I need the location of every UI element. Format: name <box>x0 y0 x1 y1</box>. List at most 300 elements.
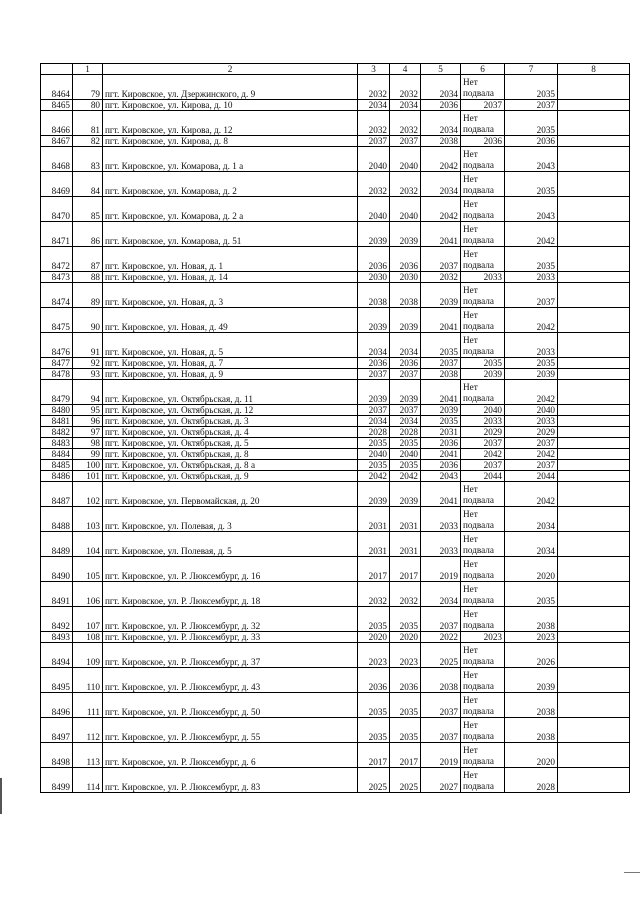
no-basement-label: подвала <box>463 235 494 245</box>
year-cell-5: 2031 <box>421 427 461 438</box>
row-index-cell: 92 <box>73 358 103 369</box>
no-basement-label: Нет <box>463 310 478 320</box>
year-cell-4: 2025 <box>390 768 421 793</box>
no-basement-label: Нет <box>463 382 478 392</box>
col8-cell <box>558 532 630 557</box>
year-cell-4: 2034 <box>390 416 421 427</box>
year-cell-4: 2038 <box>390 283 421 308</box>
year-cell-3: 2035 <box>358 693 390 718</box>
table-row <box>41 557 630 582</box>
year-cell-3: 2017 <box>358 557 390 582</box>
col8-cell <box>558 136 630 147</box>
col8-cell <box>558 308 630 333</box>
header-row <box>41 64 630 75</box>
row-index-cell: 105 <box>73 557 103 582</box>
year-cell-7: 2037 <box>505 100 558 111</box>
year-cell-4: 2039 <box>390 482 421 507</box>
no-basement-label: подвала <box>463 495 494 505</box>
no-basement-label: подвала <box>463 731 494 741</box>
year-cell-7: 2033 <box>505 333 558 358</box>
year-cell-5: 2019 <box>421 557 461 582</box>
year-cell-3: 2034 <box>358 333 390 358</box>
row-id-cell: 8469 <box>41 172 73 197</box>
basement-cell <box>461 111 505 136</box>
row-id-cell: 8478 <box>41 369 73 380</box>
year-cell-4: 2017 <box>390 557 421 582</box>
address-cell: пгт. Кировское, ул. Р. Люксембург, д. 55 <box>103 718 358 743</box>
row-id-cell: 8484 <box>41 449 73 460</box>
row-index-cell: 106 <box>73 582 103 607</box>
no-basement-label: подвала <box>463 210 494 220</box>
no-basement-label: Нет <box>463 645 478 655</box>
basement-cell <box>461 333 505 358</box>
table-row <box>41 718 630 743</box>
year-cell-7: 2038 <box>505 693 558 718</box>
no-basement-label: Нет <box>463 174 478 184</box>
header-cell-7: 7 <box>505 64 558 75</box>
table-row <box>41 380 630 405</box>
basement-cell <box>461 197 505 222</box>
row-index-cell: 109 <box>73 643 103 668</box>
year-cell-3: 2035 <box>358 607 390 632</box>
basement-cell <box>461 582 505 607</box>
year-cell-3: 2038 <box>358 283 390 308</box>
row-id-cell: 8471 <box>41 222 73 247</box>
row-index-cell: 112 <box>73 718 103 743</box>
address-cell: пгт. Кировское, ул. Р. Люксембург, д. 16 <box>103 557 358 582</box>
year-cell-5: 2038 <box>421 136 461 147</box>
year-cell-4: 2040 <box>390 449 421 460</box>
address-cell: пгт. Кировское, ул. Октябрьская, д. 9 <box>103 471 358 482</box>
address-cell: пгт. Кировское, ул. Кирова, д. 8 <box>103 136 358 147</box>
year-cell-5: 2035 <box>421 333 461 358</box>
year-cell-4: 2031 <box>390 532 421 557</box>
no-basement-label: подвала <box>463 296 494 306</box>
no-basement-label: Нет <box>463 745 478 755</box>
address-cell: пгт. Кировское, ул. Октябрьская, д. 11 <box>103 380 358 405</box>
table-row <box>41 247 630 272</box>
year-cell-3: 2035 <box>358 460 390 471</box>
no-basement-label: подвала <box>463 393 494 403</box>
basement-cell <box>461 283 505 308</box>
header-cell-3: 3 <box>358 64 390 75</box>
address-cell: пгт. Кировское, ул. Кирова, д. 10 <box>103 100 358 111</box>
row-index-cell: 99 <box>73 449 103 460</box>
basement-cell <box>461 380 505 405</box>
year-cell-3: 2032 <box>358 75 390 100</box>
year-cell-5: 2039 <box>421 405 461 416</box>
year-cell-5: 2035 <box>421 416 461 427</box>
no-basement-label: Нет <box>463 770 478 780</box>
basement-cell <box>461 668 505 693</box>
no-basement-label: Нет <box>463 285 478 295</box>
col8-cell <box>558 75 630 100</box>
address-cell: пгт. Кировское, ул. Октябрьская, д. 8 а <box>103 460 358 471</box>
table-row <box>41 172 630 197</box>
row-id-cell: 8495 <box>41 668 73 693</box>
no-basement-label: подвала <box>463 88 494 98</box>
table-row <box>41 147 630 172</box>
year-cell-4: 2040 <box>390 147 421 172</box>
year-cell-4: 2031 <box>390 507 421 532</box>
basement-cell: 2029 <box>461 427 505 438</box>
table-row <box>41 438 630 449</box>
row-id-cell: 8493 <box>41 632 73 643</box>
year-cell-7: 2037 <box>505 460 558 471</box>
no-basement-label: Нет <box>463 720 478 730</box>
year-cell-4: 2042 <box>390 471 421 482</box>
row-index-cell: 88 <box>73 272 103 283</box>
basement-cell <box>461 308 505 333</box>
year-cell-3: 2040 <box>358 449 390 460</box>
basement-cell: 2033 <box>461 416 505 427</box>
year-cell-7: 2029 <box>505 427 558 438</box>
year-cell-7: 2039 <box>505 369 558 380</box>
table-row <box>41 582 630 607</box>
year-cell-3: 2035 <box>358 438 390 449</box>
table-row <box>41 136 630 147</box>
address-cell: пгт. Кировское, ул. Комарова, д. 1 а <box>103 147 358 172</box>
year-cell-4: 2035 <box>390 460 421 471</box>
address-cell: пгт. Кировское, ул. Дзержинского, д. 9 <box>103 75 358 100</box>
year-cell-7: 2042 <box>505 482 558 507</box>
year-cell-7: 2034 <box>505 507 558 532</box>
row-index-cell: 97 <box>73 427 103 438</box>
col8-cell <box>558 471 630 482</box>
table-row <box>41 369 630 380</box>
year-cell-4: 2035 <box>390 718 421 743</box>
year-cell-3: 2032 <box>358 111 390 136</box>
address-cell: пгт. Кировское, ул. Р. Люксембург, д. 18 <box>103 582 358 607</box>
year-cell-3: 2037 <box>358 136 390 147</box>
year-cell-5: 2036 <box>421 438 461 449</box>
address-cell: пгт. Кировское, ул. Новая, д. 5 <box>103 333 358 358</box>
row-index-cell: 102 <box>73 482 103 507</box>
year-cell-3: 2039 <box>358 222 390 247</box>
year-cell-7: 2038 <box>505 718 558 743</box>
year-cell-5: 2033 <box>421 532 461 557</box>
year-cell-7: 2042 <box>505 308 558 333</box>
col8-cell <box>558 369 630 380</box>
year-cell-4: 2035 <box>390 693 421 718</box>
address-cell: пгт. Кировское, ул. Новая, д. 7 <box>103 358 358 369</box>
year-cell-3: 2039 <box>358 308 390 333</box>
year-cell-3: 2037 <box>358 369 390 380</box>
year-cell-3: 2037 <box>358 405 390 416</box>
row-id-cell: 8480 <box>41 405 73 416</box>
row-id-cell: 8470 <box>41 197 73 222</box>
col8-cell <box>558 668 630 693</box>
year-cell-3: 2036 <box>358 247 390 272</box>
row-id-cell: 8487 <box>41 482 73 507</box>
row-index-cell: 79 <box>73 75 103 100</box>
year-cell-5: 2036 <box>421 460 461 471</box>
no-basement-label: Нет <box>463 670 478 680</box>
year-cell-7: 2034 <box>505 532 558 557</box>
row-index-cell: 80 <box>73 100 103 111</box>
year-cell-7: 2020 <box>505 743 558 768</box>
year-cell-7: 2035 <box>505 247 558 272</box>
year-cell-7: 2035 <box>505 172 558 197</box>
row-index-cell: 82 <box>73 136 103 147</box>
no-basement-label: подвала <box>463 681 494 691</box>
col8-cell <box>558 718 630 743</box>
basement-cell: 2042 <box>461 449 505 460</box>
year-cell-3: 2028 <box>358 427 390 438</box>
col8-cell <box>558 380 630 405</box>
row-index-cell: 104 <box>73 532 103 557</box>
no-basement-label: подвала <box>463 124 494 134</box>
table-row <box>41 668 630 693</box>
basement-cell <box>461 532 505 557</box>
year-cell-5: 2038 <box>421 369 461 380</box>
basement-cell: 2039 <box>461 369 505 380</box>
address-cell: пгт. Кировское, ул. Первомайская, д. 20 <box>103 482 358 507</box>
no-basement-label: Нет <box>463 335 478 345</box>
basement-cell: 2033 <box>461 272 505 283</box>
col8-cell <box>558 100 630 111</box>
year-cell-3: 2034 <box>358 416 390 427</box>
basement-cell <box>461 607 505 632</box>
row-id-cell: 8490 <box>41 557 73 582</box>
year-cell-7: 2035 <box>505 75 558 100</box>
year-cell-5: 2041 <box>421 449 461 460</box>
basement-cell <box>461 507 505 532</box>
table-row <box>41 197 630 222</box>
year-cell-7: 2035 <box>505 358 558 369</box>
scan-dash-mark <box>624 872 640 873</box>
row-id-cell: 8498 <box>41 743 73 768</box>
table-body <box>41 64 630 793</box>
row-id-cell: 8473 <box>41 272 73 283</box>
year-cell-4: 2037 <box>390 369 421 380</box>
year-cell-4: 2037 <box>390 136 421 147</box>
row-index-cell: 100 <box>73 460 103 471</box>
col8-cell <box>558 438 630 449</box>
no-basement-label: Нет <box>463 199 478 209</box>
address-cell: пгт. Кировское, ул. Р. Люксембург, д. 6 <box>103 743 358 768</box>
col8-cell <box>558 283 630 308</box>
year-cell-5: 2034 <box>421 172 461 197</box>
basement-cell <box>461 643 505 668</box>
address-cell: пгт. Кировское, ул. Октябрьская, д. 5 <box>103 438 358 449</box>
table-row <box>41 449 630 460</box>
year-cell-7: 2037 <box>505 438 558 449</box>
col8-cell <box>558 632 630 643</box>
row-id-cell: 8474 <box>41 283 73 308</box>
year-cell-7: 2044 <box>505 471 558 482</box>
year-cell-5: 2042 <box>421 197 461 222</box>
row-id-cell: 8485 <box>41 460 73 471</box>
row-id-cell: 8477 <box>41 358 73 369</box>
year-cell-3: 2035 <box>358 718 390 743</box>
col8-cell <box>558 147 630 172</box>
table-row <box>41 632 630 643</box>
basement-cell: 2023 <box>461 632 505 643</box>
year-cell-3: 2036 <box>358 358 390 369</box>
table-row <box>41 100 630 111</box>
col8-cell <box>558 768 630 793</box>
address-cell: пгт. Кировское, ул. Полевая, д. 5 <box>103 532 358 557</box>
basement-cell <box>461 222 505 247</box>
header-cell-6: 6 <box>461 64 505 75</box>
table-row <box>41 607 630 632</box>
address-cell: пгт. Кировское, ул. Новая, д. 9 <box>103 369 358 380</box>
year-cell-4: 2036 <box>390 247 421 272</box>
year-cell-4: 2032 <box>390 111 421 136</box>
address-cell: пгт. Кировское, ул. Р. Люксембург, д. 37 <box>103 643 358 668</box>
year-cell-4: 2035 <box>390 438 421 449</box>
no-basement-label: Нет <box>463 484 478 494</box>
row-index-cell: 111 <box>73 693 103 718</box>
year-cell-3: 2020 <box>358 632 390 643</box>
address-cell: пгт. Кировское, ул. Кирова, д. 12 <box>103 111 358 136</box>
table-row <box>41 768 630 793</box>
year-cell-3: 2034 <box>358 100 390 111</box>
row-id-cell: 8483 <box>41 438 73 449</box>
row-index-cell: 85 <box>73 197 103 222</box>
no-basement-label: подвала <box>463 620 494 630</box>
year-cell-7: 2028 <box>505 768 558 793</box>
col8-cell <box>558 272 630 283</box>
year-cell-7: 2035 <box>505 111 558 136</box>
basement-cell: 2035 <box>461 358 505 369</box>
table-row <box>41 532 630 557</box>
row-id-cell: 8486 <box>41 471 73 482</box>
year-cell-4: 2036 <box>390 358 421 369</box>
scan-edge-mark <box>0 778 2 814</box>
row-index-cell: 93 <box>73 369 103 380</box>
no-basement-label: подвала <box>463 321 494 331</box>
header-cell-8: 8 <box>558 64 630 75</box>
year-cell-5: 2033 <box>421 507 461 532</box>
year-cell-5: 2037 <box>421 718 461 743</box>
address-cell: пгт. Кировское, ул. Полевая, д. 3 <box>103 507 358 532</box>
table-row <box>41 358 630 369</box>
address-cell: пгт. Кировское, ул. Р. Люксембург, д. 83 <box>103 768 358 793</box>
year-cell-5: 2034 <box>421 582 461 607</box>
row-id-cell: 8494 <box>41 643 73 668</box>
col8-cell <box>558 582 630 607</box>
year-cell-5: 2042 <box>421 147 461 172</box>
year-cell-3: 2032 <box>358 582 390 607</box>
no-basement-label: подвала <box>463 346 494 356</box>
no-basement-label: подвала <box>463 185 494 195</box>
col8-cell <box>558 247 630 272</box>
row-id-cell: 8491 <box>41 582 73 607</box>
no-basement-label: подвала <box>463 260 494 270</box>
year-cell-3: 2039 <box>358 482 390 507</box>
col8-cell <box>558 482 630 507</box>
year-cell-3: 2031 <box>358 507 390 532</box>
col8-cell <box>558 111 630 136</box>
table-row <box>41 283 630 308</box>
row-id-cell: 8488 <box>41 507 73 532</box>
row-index-cell: 87 <box>73 247 103 272</box>
no-basement-label: подвала <box>463 570 494 580</box>
row-id-cell: 8464 <box>41 75 73 100</box>
col8-cell <box>558 222 630 247</box>
col8-cell <box>558 693 630 718</box>
row-id-cell: 8489 <box>41 532 73 557</box>
year-cell-4: 2036 <box>390 668 421 693</box>
row-index-cell: 114 <box>73 768 103 793</box>
year-cell-5: 2037 <box>421 358 461 369</box>
col8-cell <box>558 507 630 532</box>
no-basement-label: подвала <box>463 756 494 766</box>
basement-cell: 2037 <box>461 460 505 471</box>
year-cell-7: 2036 <box>505 136 558 147</box>
year-cell-4: 2028 <box>390 427 421 438</box>
year-cell-4: 2037 <box>390 405 421 416</box>
table-row <box>41 643 630 668</box>
col8-cell <box>558 557 630 582</box>
basement-cell <box>461 768 505 793</box>
address-cell: пгт. Кировское, ул. Р. Люксембург, д. 33 <box>103 632 358 643</box>
year-cell-3: 2032 <box>358 172 390 197</box>
no-basement-label: подвала <box>463 520 494 530</box>
col8-cell <box>558 743 630 768</box>
year-cell-7: 2042 <box>505 449 558 460</box>
row-index-cell: 107 <box>73 607 103 632</box>
header-cell-1: 1 <box>73 64 103 75</box>
year-cell-5: 2027 <box>421 768 461 793</box>
header-cell-2: 2 <box>103 64 358 75</box>
row-id-cell: 8479 <box>41 380 73 405</box>
row-id-cell: 8465 <box>41 100 73 111</box>
buildings-table <box>40 63 630 793</box>
row-index-cell: 113 <box>73 743 103 768</box>
address-cell: пгт. Кировское, ул. Новая, д. 1 <box>103 247 358 272</box>
year-cell-3: 2030 <box>358 272 390 283</box>
year-cell-4: 2040 <box>390 197 421 222</box>
table-row <box>41 111 630 136</box>
row-id-cell: 8467 <box>41 136 73 147</box>
table-row <box>41 693 630 718</box>
col8-cell <box>558 405 630 416</box>
year-cell-3: 2023 <box>358 643 390 668</box>
no-basement-label: Нет <box>463 77 478 87</box>
year-cell-5: 2037 <box>421 247 461 272</box>
row-id-cell: 8476 <box>41 333 73 358</box>
no-basement-label: Нет <box>463 584 478 594</box>
row-index-cell: 90 <box>73 308 103 333</box>
basement-cell: 2037 <box>461 100 505 111</box>
no-basement-label: Нет <box>463 113 478 123</box>
col8-cell <box>558 333 630 358</box>
table-row <box>41 333 630 358</box>
table-row <box>41 507 630 532</box>
row-index-cell: 84 <box>73 172 103 197</box>
table-row <box>41 427 630 438</box>
year-cell-3: 2025 <box>358 768 390 793</box>
year-cell-4: 2039 <box>390 222 421 247</box>
row-index-cell: 89 <box>73 283 103 308</box>
row-index-cell: 86 <box>73 222 103 247</box>
row-index-cell: 108 <box>73 632 103 643</box>
year-cell-5: 2034 <box>421 75 461 100</box>
address-cell: пгт. Кировское, ул. Комарова, д. 2 а <box>103 197 358 222</box>
no-basement-label: Нет <box>463 695 478 705</box>
col8-cell <box>558 449 630 460</box>
year-cell-4: 2032 <box>390 172 421 197</box>
address-cell: пгт. Кировское, ул. Новая, д. 49 <box>103 308 358 333</box>
basement-cell <box>461 718 505 743</box>
no-basement-label: Нет <box>463 249 478 259</box>
address-cell: пгт. Кировское, ул. Октябрьская, д. 4 <box>103 427 358 438</box>
col8-cell <box>558 643 630 668</box>
no-basement-label: подвала <box>463 545 494 555</box>
